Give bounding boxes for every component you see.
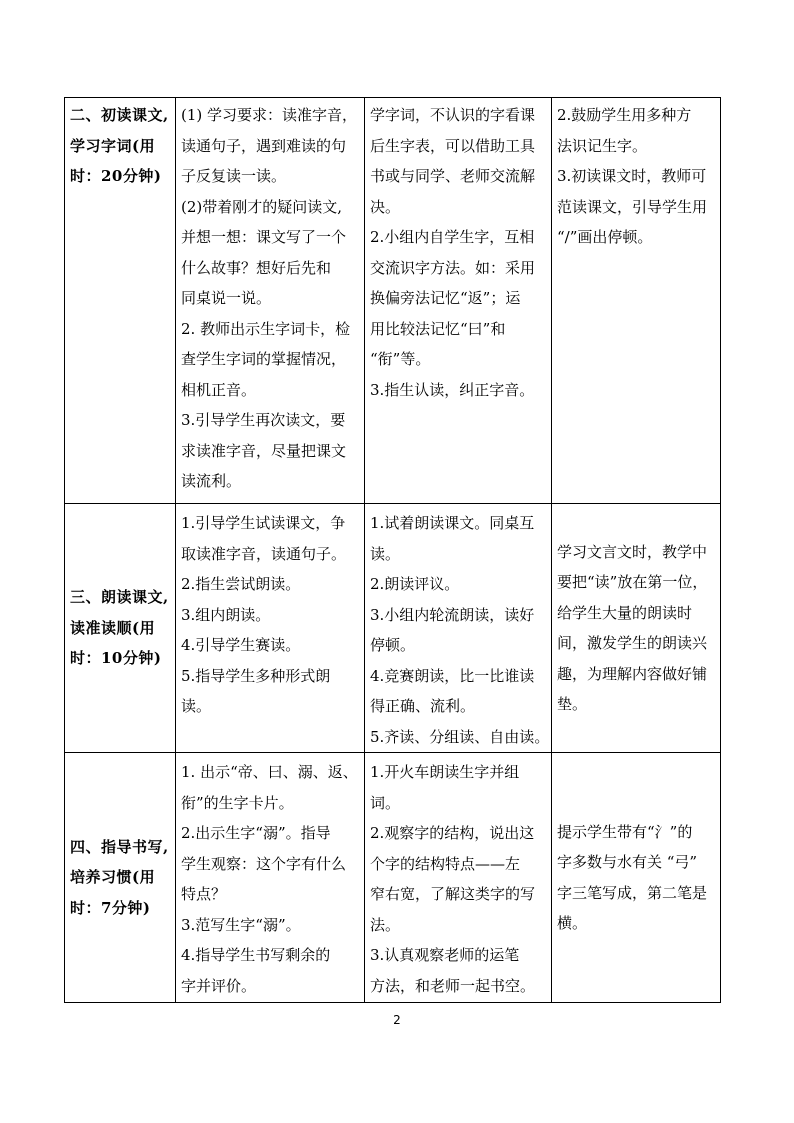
stage-cell: 四、指导书写, 培养习惯(用 时：7分钟) [65,753,176,1003]
teacher-activity-cell: 1.引导学生试读课文，争 取读准字音，读通句子。 2.指生尝试朗读。 3.组内朗读。 4.引导学生赛读。 5.指导学生多种形式朗 读。 [176,504,365,753]
teacher-activity-cell: (1) 学习要求：读准字音， 读通句子，遇到难读的句 子反复读一读。 (2)带着刚才的疑问读文, 并想一想：课文写了一个 什么故事？想好后先和 同桌说一说。 2. 教师出示生字词卡，检 查学生字词的掌握情况， 相机正音。 3.引导学生再次读文，要 求读准字音，尽量把课文 读流利。 [176,98,365,504]
stage-cell: 二、初读课文, 学习字词(用 时：20分钟) [65,98,176,504]
design-note-cell: 2.鼓励学生用多种方 法识记生字。 3.初读课文时，教师可 范读课文，引导学生用 “/”画出停顿。 [552,98,721,504]
student-activity-cell: 1.开火车朗读生字并组 词。 2.观察字的结构，说出这 个字的结构特点——左 窄右宽，了解这类字的写 法。 3.认真观察老师的运笔 方法，和老师一起书空。 [365,753,552,1003]
table-row [65,98,721,504]
teacher-activity-cell: 1. 出示“帝、曰、溺、返、 衔”的生字卡片。 2.出示生字“溺”。指导 学生观察：这个字有什么 特点？ 3.范写生字“溺”。 4.指导学生书写剩余的 字并评价。 [176,753,365,1003]
stage-cell: 三、朗读课文, 读准读顺(用 时：10分钟) [65,504,176,753]
student-activity-cell: 1.试着朗读课文。同桌互 读。 2.朗读评议。 3.小组内轮流朗读，读好 停顿。 4.竞赛朗读，比一比谁读 得正确、流利。 5.齐读、分组读、自由读。 [365,504,552,753]
lesson-plan-table [64,97,721,1003]
student-activity-cell: 学字词，不认识的字看课 后生字表，可以借助工具 书或与同学、老师交流解 决。 2.小组内自学生字，互相 交流识字方法。如：采用 换偏旁法记忆“返”；运 用比较法记忆“曰”和 “衔”等。 3.指生认读，纠正字音。 [365,98,552,504]
table-row [65,504,721,753]
page-number: 2 [393,1013,401,1027]
design-note-cell: 学习文言文时，教学中 要把“读”放在第一位， 给学生大量的朗读时 间，激发学生的朗读兴 趣，为理解内容做好铺 垫。 [552,504,721,753]
design-note-cell: 提示学生带有“氵”的 字多数与水有关 “弓” 字三笔写成，第二笔是 横。 [552,753,721,1003]
table-row [65,753,721,1003]
